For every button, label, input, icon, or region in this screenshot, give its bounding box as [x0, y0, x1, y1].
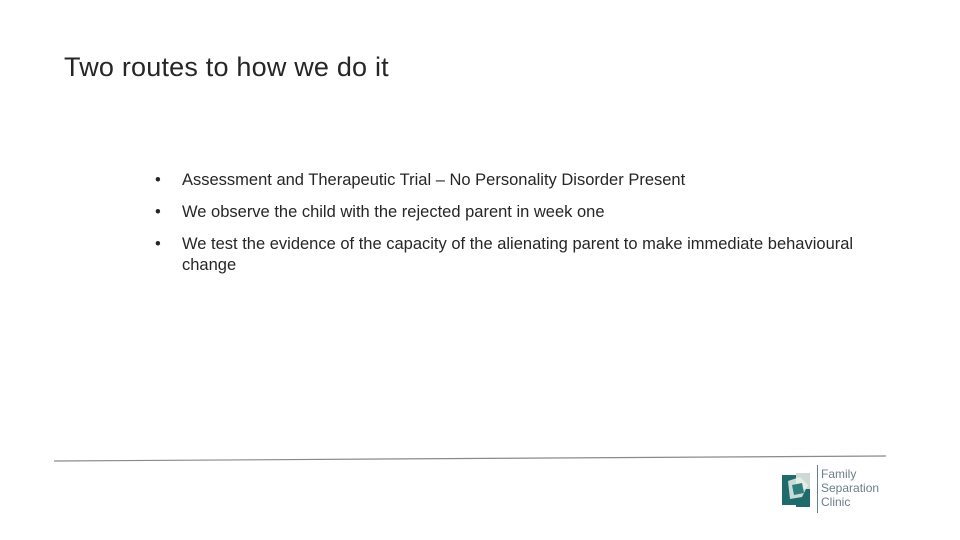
slide-title: Two routes to how we do it: [64, 52, 389, 82]
logo-line-2: Separation: [821, 481, 880, 495]
logo-line-1: Family: [821, 467, 857, 481]
bullet-icon: •: [155, 203, 161, 221]
logo-mark-icon: [780, 469, 814, 509]
bullet-item: [155, 170, 875, 191]
logo-text: [821, 467, 879, 509]
bullet-icon: •: [155, 171, 161, 189]
clinic-logo: [780, 465, 890, 515]
bullet-text: Assessment and Therapeutic Trial – No Personality Disorder Present: [182, 171, 686, 189]
bullet-item: [155, 202, 875, 223]
bullet-icon: •: [155, 235, 161, 253]
bullet-text: We test the evidence of the capacity of the alienating parent to make immediate behavioural change: [182, 235, 854, 274]
bullet-text: We observe the child with the rejected parent in week one: [182, 203, 605, 221]
logo-divider: [817, 465, 818, 513]
footer-divider: [54, 455, 894, 465]
bullet-item: [155, 234, 875, 276]
bullet-list: [155, 170, 875, 287]
logo-line-3: Clinic: [821, 495, 851, 509]
